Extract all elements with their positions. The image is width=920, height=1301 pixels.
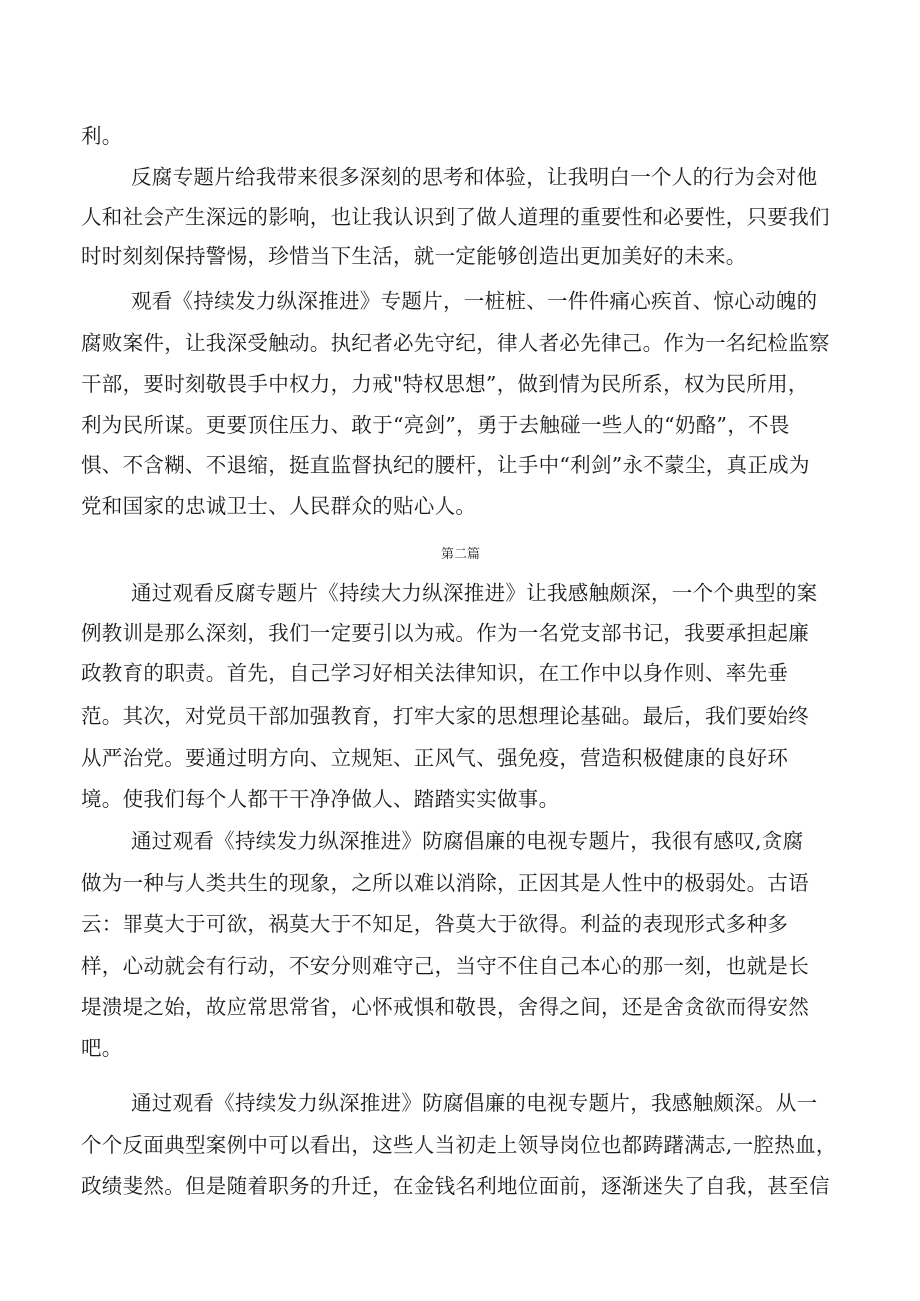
- text-line: 通过观看《持续发力纵深推进》防腐倡廉的电视专题片，我感触颇深。从一: [131, 1091, 818, 1115]
- text-line: 通过观看《持续发力纵深推进》防腐倡廉的电视专题片，我很有感叹,贪腐: [131, 829, 804, 853]
- text-line: 堤溃堤之始，故应常思常省，心怀戒惧和敬畏，舍得之间，还是舍贪欲而得安然: [81, 995, 809, 1019]
- text-line: 反腐专题片给我带来很多深刻的思考和体验，让我明白一个人的行为会对他: [131, 165, 818, 189]
- text-line: 从严治党。要通过明方向、立规矩、正风气、强免疫，营造积极健康的良好环: [81, 746, 789, 770]
- text-line: 利为民所谋。更要顶住压力、敢于“亮剑”，勇于去触碰一些人的“奶酪”，不畏: [81, 413, 790, 437]
- text-line: 吧。: [81, 1036, 123, 1060]
- text-line: 境。使我们每个人都干干净净做人、踏踏实实做事。: [81, 787, 560, 811]
- text-line: 时时刻刻保持警惕，珍惜当下生活，就一定能够创造出更加美好的未来。: [81, 244, 747, 268]
- text-line: 人和社会产生深远的影响，也让我认识到了做人道理的重要性和必要性，只要我们: [81, 205, 830, 229]
- text-line: 政绩斐然。但是随着职务的升迁，在金钱名利地位面前，逐渐迷失了自我，甚至信: [81, 1174, 830, 1198]
- text-line: 利。: [81, 124, 123, 148]
- text-line: 通过观看反腐专题片《持续大力纵深推进》让我感触颇深，一个个典型的案: [131, 581, 818, 605]
- text-line: 样，心动就会有行动，不安分则难守己，当守不住自己本心的那一刻，也就是长: [81, 954, 809, 978]
- text-line: 做为一种与人类共生的现象，之所以难以消除，正因其是人性中的极弱处。古语: [81, 871, 809, 895]
- text-line: 党和国家的忠诚卫士、人民群众的贴心人。: [81, 494, 477, 518]
- text-line: 范。其次，对党员干部加强教育，打牢大家的思想理论基础。最后，我们要始终: [81, 704, 809, 728]
- section-heading: 第二篇: [441, 547, 481, 562]
- text-line: 云：罪莫大于可欲，祸莫大于不知足，咎莫大于欲得。利益的表现形式多种多: [81, 912, 789, 936]
- text-line: 政教育的职责。首先，自己学习好相关法律知识，在工作中以身作则、率先垂: [81, 661, 789, 685]
- text-line: 干部，要时刻敬畏手中权力，力戒"特权思想”，做到情为民所系，权为民所用，: [81, 372, 809, 396]
- text-line: 腐败案件，让我深受触动。执纪者必先守纪，律人者必先律己。作为一名纪检监察: [81, 331, 830, 355]
- text-line: 惧、不含糊、不退缩，挺直监督执纪的腰杆，让手中“利剑”永不蒙尘，真正成为: [81, 453, 810, 477]
- text-line: 观看《持续发力纵深推进》专题片，一桩桩、一件件痛心疾首、惊心动魄的: [131, 289, 818, 313]
- text-line: 例教训是那么深刻，我们一定要引以为戒。作为一名党支部书记，我要承担起廉: [81, 621, 809, 645]
- text-line: 个个反面典型案例中可以看出，这些人当初走上领导岗位也都踌躇满志,一腔热血，: [81, 1133, 837, 1157]
